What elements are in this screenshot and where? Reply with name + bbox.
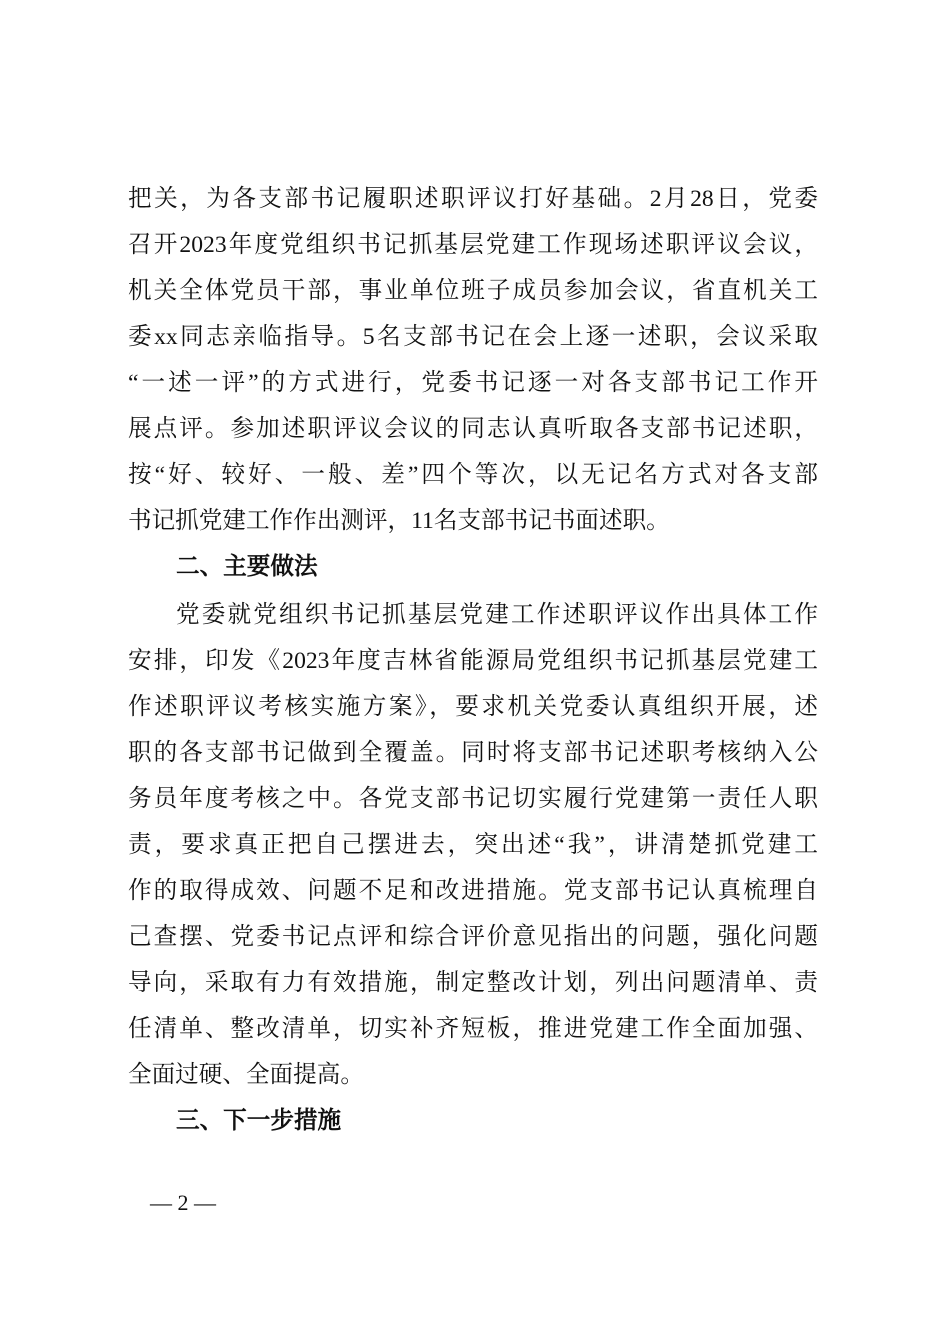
text-line: 按“好、较好、一般、差”四个等次，以无记名方式对各支部 [128, 462, 818, 488]
paragraph-2 [128, 596, 818, 1102]
text-line: 全面过硬、全面提高。 [128, 1062, 364, 1088]
text-line: 展点评。参加述职评议会议的同志认真听取各支部书记述职， [128, 416, 818, 442]
text-line: 作述职评议考核实施方案》，要求机关党委认真组织开展，述 [128, 694, 818, 720]
text-line: 己查摆、党委书记点评和综合评价意见指出的问题，强化问题 [128, 924, 818, 950]
text-line: 任清单、整改清单，切实补齐短板，推进党建工作全面加强、 [128, 1016, 818, 1042]
text-line: “一述一评”的方式进行，党委书记逐一对各支部书记工作开 [128, 370, 818, 396]
text-line: 导向，采取有力有效措施，制定整改计划，列出问题清单、责 [128, 970, 818, 996]
text-line: 安排，印发《2023年度吉林省能源局党组织书记抓基层党建工 [128, 648, 818, 674]
document-body [128, 180, 818, 1150]
text-line: 党委就党组织书记抓基层党建工作述职评议作出具体工作 [176, 602, 818, 628]
page-number: — 2 — [150, 1190, 216, 1215]
section-heading-3: 三、下一步措施 [176, 1108, 342, 1134]
text-line: 务员年度考核之中。各党支部书记切实履行党建第一责任人职 [128, 786, 818, 812]
text-line: 书记抓党建工作作出测评，11名支部书记书面述职。 [128, 508, 670, 534]
text-line: 职的各支部书记做到全覆盖。同时将支部书记述职考核纳入公 [128, 740, 818, 766]
text-line: 机关全体党员干部，事业单位班子成员参加会议，省直机关工 [128, 278, 818, 304]
text-line: 作的取得成效、问题不足和改进措施。党支部书记认真梳理自 [128, 878, 818, 904]
section-heading-2: 二、主要做法 [176, 554, 318, 580]
text-line: 把关，为各支部书记履职述职评议打好基础。2月28日，党委 [128, 186, 818, 212]
text-line: 委xx同志亲临指导。5名支部书记在会上逐一述职，会议采取 [128, 324, 818, 350]
text-line: 责，要求真正把自己摆进去，突出述“我”，讲清楚抓党建工 [128, 832, 818, 858]
text-line: 召开2023年度党组织书记抓基层党建工作现场述职评议会议， [128, 232, 818, 258]
paragraph-1 [128, 180, 818, 548]
